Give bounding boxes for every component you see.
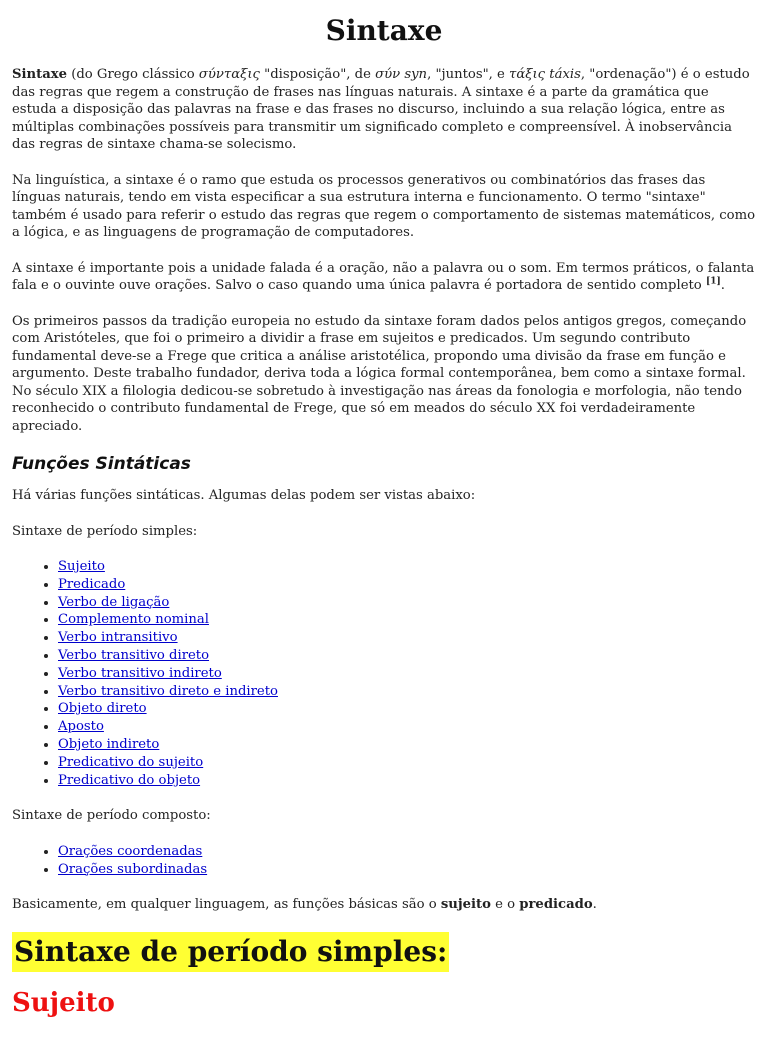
article bbox=[0, 14, 768, 1020]
list-item bbox=[58, 683, 756, 701]
translit-taxis: táxis bbox=[549, 67, 581, 82]
intro-text-6: , "ordenação") é o estudo das regras que regem a construção de frases nas línguas naturais. A sintaxe é a parte da gramática que estuda a disposição das palavras na frase e das frases no discurso, incluindo a sua relação lógica, entre as múltiplas combinações possíveis para transmitir um significado completo e compreensível. À inobservância das regras de sintaxe chama-se solecismo. bbox=[12, 67, 750, 152]
list-item bbox=[58, 861, 756, 879]
list-item bbox=[58, 700, 756, 718]
link-complemento-nominal[interactable]: Complemento nominal bbox=[58, 612, 209, 628]
highlight-heading: Sintaxe de período simples: bbox=[12, 932, 449, 972]
link-verbo-transitivo-direto-e-indireto[interactable]: Verbo transitivo direto e indireto bbox=[58, 683, 278, 699]
list-item bbox=[58, 736, 756, 754]
link-predicado[interactable]: Predicado bbox=[58, 576, 126, 592]
importance-paragraph bbox=[12, 260, 756, 295]
list-item bbox=[58, 594, 756, 612]
link-aposto[interactable]: Aposto bbox=[58, 719, 104, 735]
intro-text-1: (do Grego clássico bbox=[67, 67, 199, 82]
section-heading-funcoes: Funções Sintáticas bbox=[12, 454, 191, 474]
basic-bold-sujeito: sujeito bbox=[440, 897, 491, 913]
importance-end: . bbox=[720, 278, 725, 293]
link-objeto-indireto[interactable]: Objeto indireto bbox=[58, 736, 160, 752]
greek-syntaxis: σύνταξις bbox=[198, 67, 260, 82]
history-paragraph: Os primeiros passos da tradição europeia no estudo da sintaxe foram dados pelos antigos gregos, começando com Aristóteles, que foi o primeiro a dividir a frase em sujeitos e predicados. Um segundo contributo fundamental deve-se a Frege que critica a análise aristotélica, propondo uma divisão da frase em função e argumento. Deste trabalho fundador, deriva toda a lógica formal contemporânea, bem como a sintaxe formal. No século XIX a filologia dedicou-se sobretudo à investigação nas áreas da fonologia e morfologia, não tendo reconhecido o contributo fundamental de Frege, que só em meados do século XX foi verdadeiramente apreciado. bbox=[12, 313, 747, 434]
list-item bbox=[58, 629, 756, 647]
list-item bbox=[58, 647, 756, 665]
link-predicativo-do-sujeito[interactable]: Predicativo do sujeito bbox=[58, 754, 204, 770]
list-item bbox=[58, 558, 756, 576]
list-item bbox=[58, 718, 756, 736]
basic-text-2: e o bbox=[490, 897, 520, 913]
basic-text-3: . bbox=[592, 897, 597, 913]
red-heading-sujeito: Sujeito bbox=[12, 987, 115, 1018]
link-verbo-transitivo-direto[interactable]: Verbo transitivo direto bbox=[58, 647, 210, 663]
link-predicativo-do-objeto[interactable]: Predicativo do objeto bbox=[58, 772, 201, 788]
basic-functions-paragraph bbox=[12, 896, 756, 914]
compound-period-list bbox=[12, 843, 756, 879]
list-item bbox=[58, 611, 756, 629]
simple-period-label: Sintaxe de período simples: bbox=[12, 523, 198, 539]
intro-paragraph bbox=[12, 66, 756, 154]
compound-period-label: Sintaxe de período composto: bbox=[12, 808, 211, 824]
basic-text-1: Basicamente, em qualquer linguagem, as funções básicas são o bbox=[12, 897, 441, 913]
link-objeto-direto[interactable]: Objeto direto bbox=[58, 701, 147, 717]
importance-text: A sintaxe é importante pois a unidade falada é a oração, não a palavra ou o som. Em termos práticos, o falanta fala e o ouvinte ouve orações. Salvo o caso quando uma única palavra é portadora de sentido completo bbox=[12, 260, 755, 293]
link-verbo-intransitivo[interactable]: Verbo intransitivo bbox=[58, 630, 178, 646]
link-oracoes-subordinadas[interactable]: Orações subordinadas bbox=[58, 861, 208, 877]
page-title: Sintaxe bbox=[325, 14, 443, 47]
greek-syn: σύν bbox=[375, 67, 401, 82]
intro-text-2: "disposição", de bbox=[259, 67, 376, 82]
simple-period-list bbox=[12, 558, 756, 789]
translit-syn: syn bbox=[404, 67, 428, 82]
list-item bbox=[58, 754, 756, 772]
link-oracoes-coordenadas[interactable]: Orações coordenadas bbox=[58, 843, 203, 859]
list-item bbox=[58, 665, 756, 683]
link-verbo-de-ligacao[interactable]: Verbo de ligação bbox=[58, 594, 170, 610]
greek-taxis: τάξις bbox=[509, 67, 546, 82]
section-intro: Há várias funções sintáticas. Algumas delas podem ser vistas abaixo: bbox=[12, 488, 476, 503]
list-item bbox=[58, 772, 756, 790]
link-verbo-transitivo-indireto[interactable]: Verbo transitivo indireto bbox=[58, 665, 222, 681]
highlight-heading-wrapper bbox=[12, 932, 756, 972]
reference-1[interactable]: [1] bbox=[705, 276, 721, 287]
link-sujeito[interactable]: Sujeito bbox=[58, 559, 105, 574]
intro-bold-term: Sintaxe bbox=[12, 67, 68, 82]
linguistics-paragraph: Na linguística, a sintaxe é o ramo que estuda os processos generativos ou combinatórios das frases das línguas naturais, tendo em vista especificar a sua estrutura interna e funcionamento. O termo "sintaxe" também é usado para referir o estudo das regras que regem o comportamento de sistemas matemáticos, como a lógica, e as linguagens de programação de computadores. bbox=[12, 172, 756, 240]
list-item bbox=[58, 843, 756, 861]
intro-text-4: , "juntos", e bbox=[427, 67, 510, 82]
basic-bold-predicado: predicado bbox=[519, 897, 593, 913]
list-item bbox=[58, 576, 756, 594]
